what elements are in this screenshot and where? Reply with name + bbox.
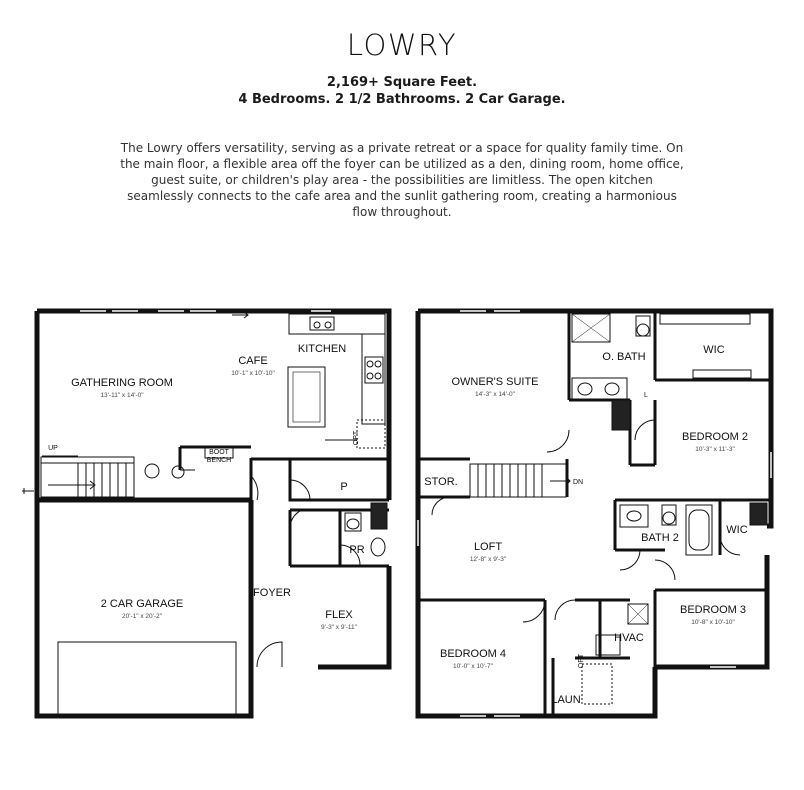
flex-label: FLEX bbox=[325, 609, 353, 621]
flex-dim: 9'-3" x 9'-11" bbox=[321, 624, 357, 631]
loft-dim: 12'-8" x 9'-3" bbox=[469, 556, 507, 563]
owners-suite-dim: 14'-3" x 14'-0" bbox=[475, 391, 515, 398]
garage-door bbox=[58, 642, 236, 716]
bench-label: BENCH bbox=[206, 457, 232, 464]
range-icon bbox=[365, 357, 383, 383]
second-floor-stairs bbox=[470, 464, 570, 497]
gathering-room-dim: 13'-11" x 14'-0" bbox=[100, 392, 144, 399]
garage-dim: 20'-1" x 20'-2" bbox=[122, 613, 162, 620]
bedroom3-label: BEDROOM 3 bbox=[679, 604, 747, 616]
bedroom4-dim: 10'-0" x 10'-7" bbox=[453, 663, 493, 670]
owner-bath-label: O. BATH bbox=[602, 351, 646, 363]
laundry-label: LAUN bbox=[551, 694, 581, 706]
plan-title: LOWRY bbox=[346, 28, 458, 62]
bedroom2-dim: 10'-3" x 11'-3" bbox=[695, 446, 735, 453]
square-feet: 2,169+ Square Feet. bbox=[326, 75, 478, 90]
opt-label: OPT bbox=[353, 430, 360, 446]
linen-label: L bbox=[644, 392, 648, 399]
boot-label: BOOT bbox=[209, 449, 229, 456]
bedroom2-label: BEDROOM 2 bbox=[681, 431, 749, 443]
first-floor-plan bbox=[22, 311, 389, 716]
hvac-laundry bbox=[582, 604, 648, 704]
cafe-label: CAFE bbox=[238, 355, 268, 367]
cafe-dim: 10'-1" x 10'-10" bbox=[231, 370, 275, 377]
gathering-room-label: GATHERING ROOM bbox=[71, 377, 173, 389]
rooms-summary: 4 Bedrooms. 2 1/2 Bathrooms. 2 Car Garage. bbox=[238, 92, 566, 107]
kitchen-island bbox=[288, 367, 325, 427]
bedroom3-dim: 10'-8" x 10'-10" bbox=[691, 619, 735, 626]
bedroom4-label: BEDROOM 4 bbox=[439, 648, 507, 660]
first-floor-exterior-walls bbox=[37, 311, 389, 716]
foyer-label: FOYER bbox=[253, 587, 291, 599]
owners-suite-label: OWNER'S SUITE bbox=[451, 376, 539, 388]
pantry-label: P bbox=[340, 481, 348, 493]
first-floor-stairs bbox=[41, 456, 134, 497]
wic2-label: WIC bbox=[726, 524, 748, 536]
second-floor-labels bbox=[424, 344, 748, 706]
first-floor-labels bbox=[48, 343, 365, 631]
owner-bath-fixtures bbox=[572, 314, 751, 430]
opt-label-2: OPT bbox=[578, 653, 585, 669]
garage-label: 2 CAR GARAGE bbox=[100, 598, 184, 610]
bathtub-icon bbox=[686, 505, 712, 555]
stairs-down-label: DN bbox=[572, 479, 584, 486]
hvac-label: HVAC bbox=[614, 632, 644, 644]
stairs-up-label: UP bbox=[48, 445, 58, 452]
second-floor-doors bbox=[432, 420, 740, 622]
plan-description: The Lowry offers versatility, serving as a private retreat or a space for quality family time. On the main floor, a flexible area off the foyer can be utilized as a den, dining room, home office, guest suite, or children's play area - the possibilities are limitless. The open kitchen seamlessly connects to the cafe area and the sunlit gathering room, creating a harmonious flow throughout. bbox=[120, 141, 684, 219]
powder-room-label: PR bbox=[349, 544, 365, 556]
first-floor-interior-walls bbox=[41, 447, 389, 620]
bath2-label: BATH 2 bbox=[641, 532, 679, 544]
loft-label: LOFT bbox=[473, 541, 503, 553]
kitchen-counters bbox=[288, 314, 385, 448]
kitchen-label: KITCHEN bbox=[297, 343, 347, 355]
wic-label: WIC bbox=[703, 344, 725, 356]
storage-label: STOR. bbox=[424, 476, 458, 488]
